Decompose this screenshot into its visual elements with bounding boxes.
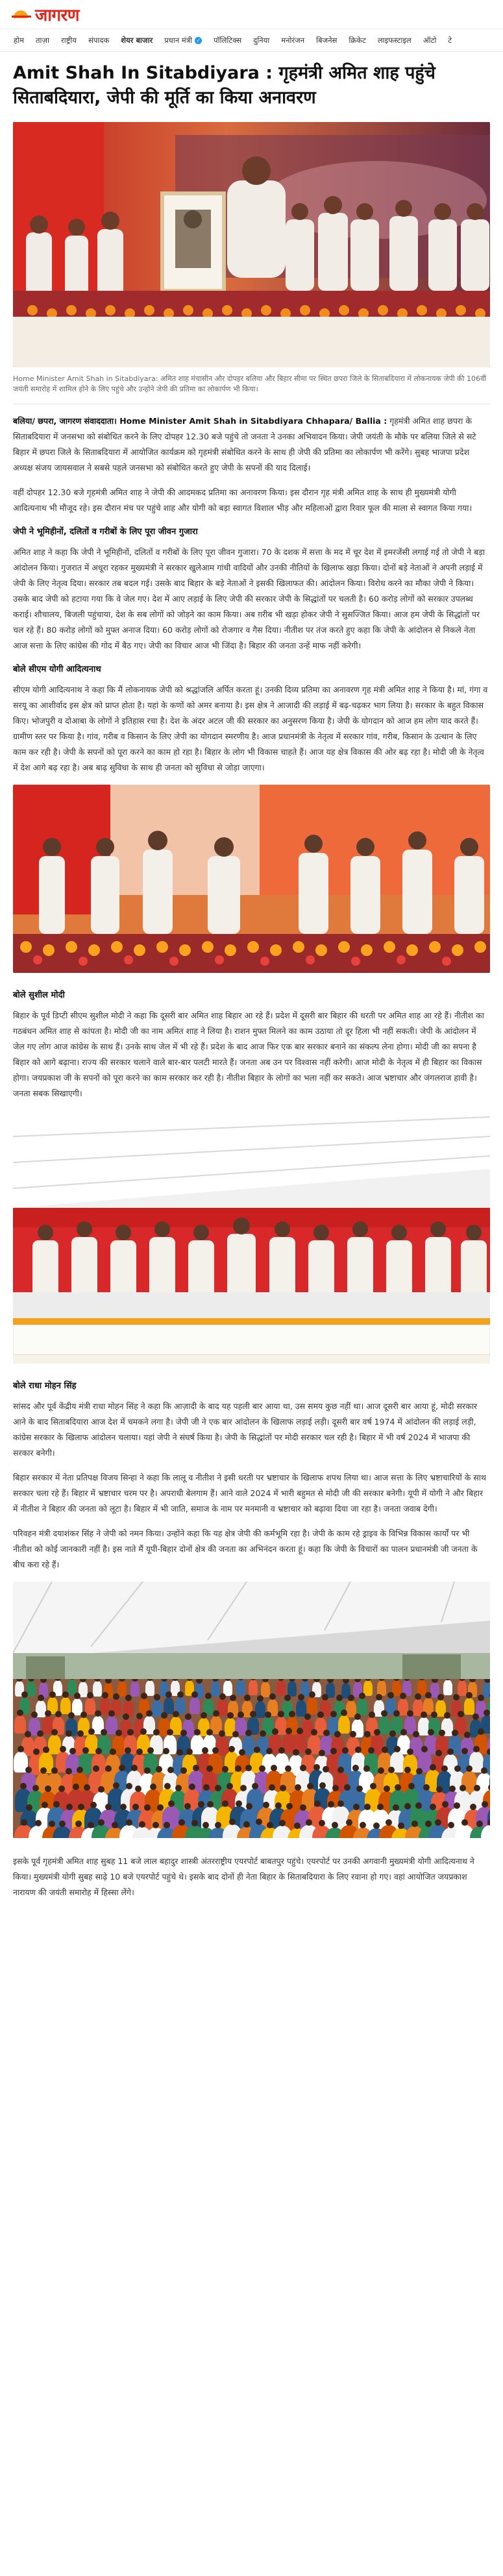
nav-item-label: पॉलिटिक्स [214, 35, 242, 45]
main-nav [0, 29, 503, 52]
nav-item-label: ताज़ा [35, 35, 50, 45]
nav-item-label: लाइफस्टाइल [377, 35, 411, 45]
nav-item-label: मनोरंजन [281, 35, 305, 45]
article-paragraph [13, 413, 490, 476]
nav-item-label: प्रधान मंत्री [164, 35, 193, 45]
nav-item[interactable] [442, 36, 458, 45]
crowd [13, 1679, 490, 1838]
article-paragraph: बिहार के पूर्व डिप्टी सीएम सुशील मोदी ने कहा कि दूसरी बार अमित शाह बिहार आ रहे हैं। प्रदेश में दूसरी बार बिहार की धरती पर अमित शाह आ रहे हैं। नीतीश का गठबंधन अमित शाह से कांपता है। मोदी जी का नाम अमित शाह ने लिया है। राशन मुफ्त मिलने का काम उठाया तो दूर हिला भी नहीं सकती। जेपी के आंदोलन में जेल गए लोग आज कांग्रेस के साथ हैं। उनके साथ जेल में भी रहे हैं। प्रदेश के बाद आज फिर एक बार सरकार बनाने का संकल्प लेना होगा। मोदी जी का सपना है बिहार को आगे बढ़ाना। राज्य की सरकार चलाने वाले बार-बार पलटी मारते हैं। जनता अब उन पर विश्वास नहीं करेगी। आज मोदी के नेतृत्व में ही बिहार का विकास होगा। जयप्रकाश जी के सपनों को पूरा करने का काम सरकार कर रही है। नीतीश बिहार के लोगों का भला नहीं कर सकते। आज भ्रष्टाचार और जंगलराज हावी है। जनता सबक सिखाएगी। [13, 1011, 484, 1098]
article-paragraph: वहीं दोपहर 12.30 बजे गृहमंत्री अमित शाह ने जेपी की आदमकद प्रतिमा का अनावरण किया। इस दौरान गृह मंत्री अमित शाह के साथ ही मुख्यमंत्री योगी आदित्यनाथ भी मौजूद रहे। इस दौरान मंच पर पहुंचे शाह और योगी को बड़ा स्वागत विशाल भीड़ और महिलाओं द्वारा रिवार फूल की माला से स्वागत किया गया। [13, 487, 472, 513]
photo-caption: Home Minister Amit Shah in Sitabdiyara: अमित शाह मंचासीन और दोपहर बलिया और बिहार सीमा पर स्थित छपरा जिले के सिताबदियारा में लोकनायक जेपी की 106वीं जयंती समारोह में शामिल होने के लिए पहुंचे और उन्होंने जेपी की प्रतिमा का लोकार्पण भी किया। [13, 374, 486, 393]
nav-item-label: होम [14, 35, 24, 45]
article-paragraph: बिहार सरकार में नेता प्रतिपक्ष विजय सिन्हा ने कहा कि लालू व नीतीश ने इसी धरती पर भ्रष्टाचार के खिलाफ शपथ लिया था। आज सत्ता के लिए भ्रष्टाचारियों के साथ सरकार चला रहे हैं। बिहार में भ्रष्टाचार चरम पर है। अपराधी बेलगाम हैं। आने वाले 2024 में भारी बहुमत से मोदी जी की सरकार बनेगी। यूपी में योगी ने और बिहार में नीतीश ने बिहार की जनता को लूटा है। बिहार में भी जाति, समाज के नाम पर मनमानी व भ्रष्टाचार को बढ़ावा दिया जा रहा है। जनता जवाब देगी। [13, 1473, 486, 1514]
nav-item-label: क्रिकेट [349, 35, 366, 45]
nav-item-label: दुनिया [253, 35, 270, 45]
section-subheading: बोले सीएम योगी आदित्यनाथ [13, 665, 101, 674]
article-photo-4 [13, 1582, 490, 1838]
nav-item-label: शेयर बाजार [121, 35, 153, 45]
article-photo-1 [13, 122, 490, 367]
article-headline: Amit Shah In Sitabdiyara : गृहमंत्री अमित शाह पहुंचे सिताबदियारा, जेपी की मूर्ति का किया अनावरण [13, 63, 436, 108]
nav-item[interactable] [55, 36, 82, 45]
nav-item[interactable] [275, 36, 310, 45]
sun-logo-icon [12, 8, 31, 21]
article-paragraph: सांसद और पूर्व केंद्रीय मंत्री राधा मोहन सिंह ने कहा कि आज़ादी के बाद यह पहली बार आया था, उस समय कुछ नहीं था। आज दूसरी बार आया हूं, मोदी सरकार आने के बाद सिताबदियारा आज देश में चमकने लगा है। जेपी जी ने एक बार आंदोलन के खिलाफ लड़ाई लड़ी। दूसरी बार वर्ष 1974 में आंदोलन की लड़ाई लड़ी, कांग्रेस सरकार के खिलाफ आंदोलन चलाया। यहां जेपी ने संघर्ष किया है। जेपी के सिद्धांतों पर मोदी सरकार चल रही है। बिहार में भी वर्ष 2024 में भाजपा की सरकार बनेगी। [13, 1401, 478, 1458]
nav-item[interactable] [343, 36, 371, 45]
article-paragraph: इसके पूर्व गृहमंत्री अमित शाह सुबह 11 बजे लाल बहादुर शास्त्री अंतरराष्ट्रीय एयरपोर्ट बाबतपुर पहुंचे। एयरपोर्ट पर उनकी अगवानी मुख्यमंत्री योगी आदित्यनाथ ने किया। मुख्यमंत्री योगी सुबह साढ़े 10 बजे एयरपोर्ट पहुंचे थे। इसके बाद दोनों ही नेता बिहार के सिताबदियारा के लिए रवाना हो गए। वहां आयोजित जयप्रकाश नारायण की जयंती समारोह में हिस्सा लेंगे। [13, 1856, 474, 1897]
article-paragraph: सीएम योगी आदित्यनाथ ने कहा कि मैं लोकनायक जेपी को श्रद्धांजलि अर्पित करता हूं। उनकी दिव्य प्रतिमा का अनावरण गृह मंत्री अमित शाह ने किया है। मां, गंगा व सरयू का आशीर्वाद इस क्षेत्र को प्राप्त होता है। यहां के कणों को अमर बनाया है। इस क्षेत्र ने आजादी की लड़ाई में बढ़-चढ़कर भाग लिया है। सरकार के बहुत विकास किए। भोजपुरी व दोआबा के लोगों ने इतिहास रचा है। देश के अंदर अटल जी की सरकार का अनुसरण किया है। जेपी के योगदान को आज हम लोग याद करते हैं। ग्रामीण स्तर पर किया है। गांव, गरीब व किसान के लिए जेपी का योगदान स्मरणीय है। आज प्रधानमंत्री के नेतृत्व में सरकार गांव, गरीब, किसान के उत्थान के लिए काम कर रही है। जेपी के सपनों को पूरा करने का काम हो रहा है। बिहार के लोग भी विकास चाहते हैं। आज यह क्षेत्र विकास की ओर बढ़ रहा है। मोदी जी के नेतृत्व में देश आगे बढ़ रहा है। अब बाढ़ सुविधा के साथ ही जनता को सुविधा से जोड़ा जाएगा। [13, 685, 488, 772]
nav-item[interactable] [158, 36, 208, 45]
article-photo-3 [13, 1110, 490, 1364]
article-paragraph: परिवहन मंत्री दयाशंकर सिंह ने जेपी को नमन किया। उन्होंने कहा कि यह क्षेत्र जेपी की कर्मभूमि रहा है। जेपी के काम रहे ड्राइव के विभिन्न विकास कार्यों पर भी नीतीश को कोई जानकारी नहीं है। इस नाते मैं यूपी-बिहार दोनों क्षेत्र की जनता का अभिनंदन करता हूं। कहा कि जेपी के विचारों का पालन प्रधानमंत्री जी जनता के बीच करा रहे हैं। [13, 1528, 478, 1569]
section-subheading: जेपी ने भूमिहीनों, दलितों व गरीबों के लिए पूरा जीवन गुजारा [13, 527, 198, 537]
jagran-logo[interactable] [12, 3, 79, 26]
nav-item-label: राष्ट्रीय [61, 35, 77, 45]
nav-item[interactable] [30, 36, 55, 45]
section-subheading: बोले सुशील मोदी [13, 990, 65, 1000]
site-header [0, 0, 503, 29]
article-photo-2 [13, 785, 490, 973]
nav-item-label: संपादक [88, 35, 110, 45]
stage-unveiling-image [13, 122, 490, 367]
nav-item[interactable] [8, 36, 30, 45]
dateline: बलिया/ छपरा, जागरण संवाददाता। Home Minister Amit Shah in Sitabdiyara Chhapara/ Ballia : [13, 416, 387, 426]
nav-item[interactable] [82, 36, 115, 45]
article-paragraph: अमित शाह ने कहा कि जेपी ने भूमिहीनों, दलितों व गरीबों के लिए पूरा जीवन गुजारा। 70 के दशक में सत्ता के मद में चूर देश में इमरजेंसी लगाई गई तो जेपी ने बड़ा आंदोलन किया। गुजरात में अधूरा रहकर मुख्यमंत्री ने सरकार खुलेआम गांधी वादियों और उनकी नीतियों के खिलाफ खड़ा किया। दोनों बड़े नेताओं ने अपनी लड़ाई में जेपी के लिए नेतृत्व दिया। सरकार तब बदल गई। उसके बाद बिहार के बड़े नेताओं ने इसकी खिलाफत की। आंदोलन किया। विरोध करने का मौका जेपी ने किया। उसके बाद जेपी को हटाया गया कि वे जेल गए। देश में आए लड़ाई के लिए जेपी की सरकार जेपी के सिद्धांतों पर चलती है। 60 करोड़ लोगों को सरकार उपलब्ध कराई। शौचालय, बिजली पहुंचाया, देश के सब लोगों को जोड़ने का काम किया। अब ग़रीब भी खड़ा होकर जेपी ने सुसज्जित किया। आज हम जेपी के सिद्धांतों पर चल रहे हैं। 80 करोड़ लोगों को मुफ्त अनाज दिया। 60 करोड़ लोगों को रोजगार व गैस दिया। नीतीश पर तंज करते हुए कहा कि जेपी के आंदोलन से निकले नेता आज सत्ता के लिए कांग्रेस की गोद में बैठ गए। जेपी का विचार आज भी जिंदा है। बिहार की जनता उन्हें माफ नहीं करेगी। [13, 547, 485, 650]
nav-item-label: टे [448, 35, 452, 45]
nav-item[interactable] [115, 36, 158, 45]
article [0, 61, 503, 1900]
verified-badge-icon: ✓ [195, 37, 202, 44]
nav-item[interactable] [247, 36, 275, 45]
nav-item-label: बिजनेस [316, 35, 337, 45]
paragraph-text: गृहमंत्री अमित शाह छपरा के सिताबदियारा में जनसभा को संबोधित करने के लिए दोपहर 12.30 बजे पहुंचे तो जनता ने उनका अभिवादन किया। जेपी जयंती के मौके पर बलिया जिले से सटे बिहार में छपरा जिले के सिताबदियारा में आयोजित कार्यक्रम को गृहमंत्री संबोधित करने के साथ ही जेपी की प्रतिमा का लोकार्पण भी करेंगे। सुबह भाजपा प्रदेश अध्यक्ष संजय जायसवाल ने सबसे पहले जनसभा को संबोधित करते हुए जेपी के सपनों की याद दिलाई। [13, 416, 476, 472]
nav-item[interactable] [372, 36, 417, 45]
nav-item[interactable] [310, 36, 343, 45]
nav-item[interactable] [208, 36, 247, 45]
logo-text: जागरण [35, 6, 80, 25]
nav-item[interactable] [417, 36, 443, 45]
stage-greeting-image [13, 785, 490, 973]
stage-banner-image [13, 1110, 490, 1364]
section-subheading: बोले राधा मोहन सिंह [13, 1381, 77, 1391]
nav-item-label: ऑटो [423, 35, 437, 45]
